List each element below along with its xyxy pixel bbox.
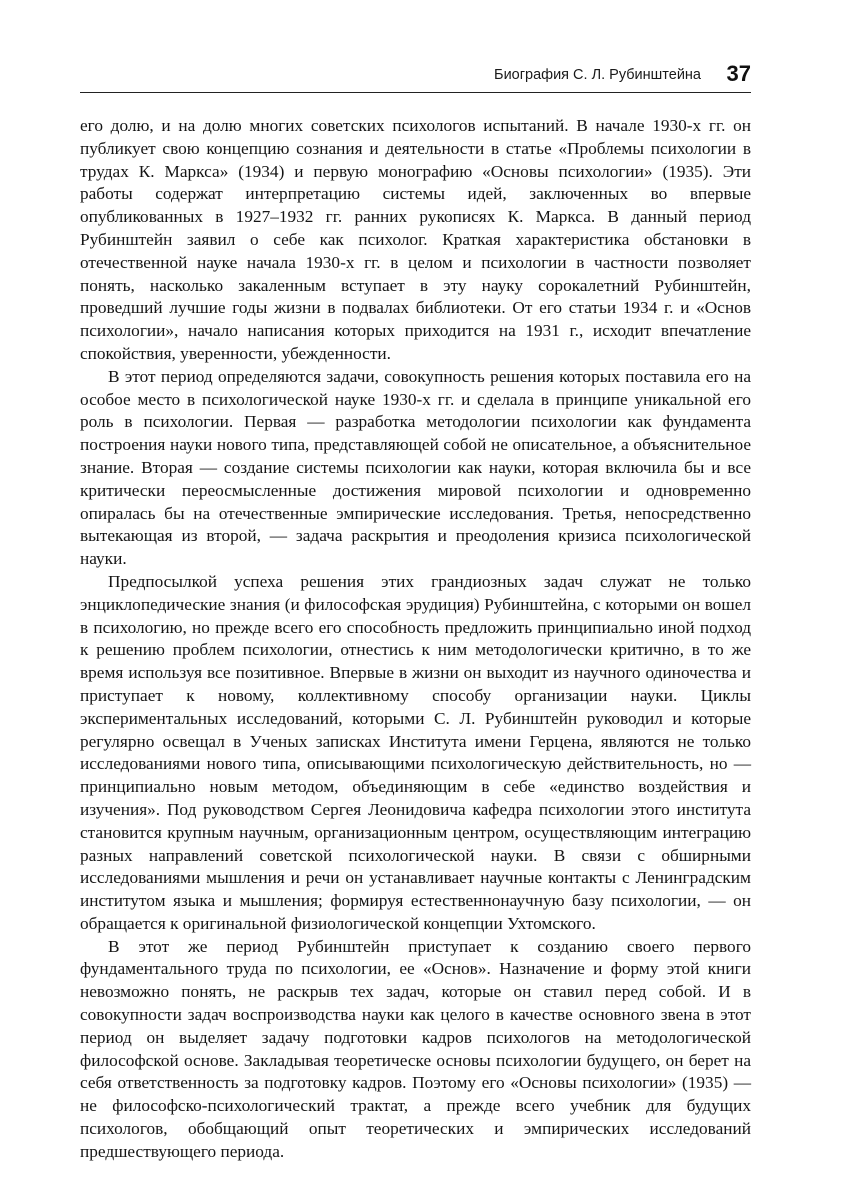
- paragraph-3: Предпосылкой успеха решения этих грандиозных задач служат не только энциклопедические знания (и философская эрудиция) Рубинштейна, с которыми он вошел в психологию, но прежде всего его способность предложить принципиально иной подход к решению проблем психологии, отнестись к ним методологически критично, в то же время используя все позитивное. Впервые в жизни он выходит из научного одиночества и приступает к новому, коллективному способу организации науки. Циклы экспериментальных исследований, которыми С. Л. Рубинштейн руководил и которые регулярно освещал в Ученых записках Института имени Герцена, являются не только исследованиями нового типа, описывающими психологическую действительность, но — принципиально новым методом, объединяющим в себе «единство воздействия и изучения». Под руководством Сергея Леонидовича кафедра психологии этого института становится крупным научным, организационным центром, осуществляющим интеграцию разных направлений советской психологической науки. В связи с обширными исследованиями мышления и речи он устанавливает научные контакты с Ленинградским институтом языка и мышления; формируя естественнонаучную базу психологии, — он обращается к оригинальной физиологической концепции Ухтомского.: [80, 571, 751, 933]
- header-rule: [80, 92, 751, 93]
- body-text: [80, 115, 751, 1164]
- paragraph-2: В этот период определяются задачи, совокупность решения которых поставила его на особое место в психологической науке 1930-х гг. и сделала в принципе уникальной его роль в психологии. Первая — разработка методологии психологии как фундамента построения науки нового типа, представляющей собой не описательное, а объяснительное знание. Вторая — создание системы психологии как науки, которая включила бы и все критически переосмысленные достижения мировой психологии и одновременно опиралась бы на отечественные эмпирические исследования. Третья, непосредственно вытекающая из второй, — задача раскрытия и преодоления кризиса психологической науки.: [80, 366, 751, 569]
- paragraph-4: В этот же период Рубинштейн приступает к созданию своего первого фундаментального труда по психологии, ее «Основ». Назначение и форму этой книги невозможно понять, не раскрыв тех задач, которые он ставил перед собой. И в совокупности задач воспроизводства науки как целого в качестве основного звена в этот период он выделяет задачу подготовки кадров психологов на методологической философской основе. Закладывая теоретическе основы психологии будущего, он берет на себя ответственность за подготовку кадров. Поэтому его «Основы психологии» (1935) — не философско-психологический трактат, а прежде всего учебник для будущих психологов, обобщающий опыт теоретических и эмпирических исследований предшествующего периода.: [80, 936, 751, 1161]
- running-title: Биография С. Л. Рубинштейна: [494, 67, 701, 83]
- paragraph-1: его долю, и на долю многих советских психологов испытаний. В начале 1930-х гг. он публикует свою концепцию сознания и деятельности в статье «Проблемы психологии в трудах К. Маркса» (1934) и первую монографию «Основы психологии» (1935). Эти работы содержат интерпретацию системы идей, заключенных во впервые опубликованных в 1927–1932 гг. ранних рукописях К. Маркса. В данный период Рубинштейн заявил о себе как психолог. Краткая характеристика обстановки в отечественной науке начала 1930-х гг. в целом и психологии в частности позволяет понять, насколько закаленным вступает в эту науку сорокалетний Рубинштейн, проведший лучшие годы жизни в подвалах библиотеки. От его статьи 1934 г. и «Основ психологии», начало написания которых приходится на 1931 г., исходит впечатление спокойствия, уверенности, убежденности.: [80, 116, 751, 363]
- running-header: [80, 62, 751, 90]
- page-number: 37: [726, 61, 751, 86]
